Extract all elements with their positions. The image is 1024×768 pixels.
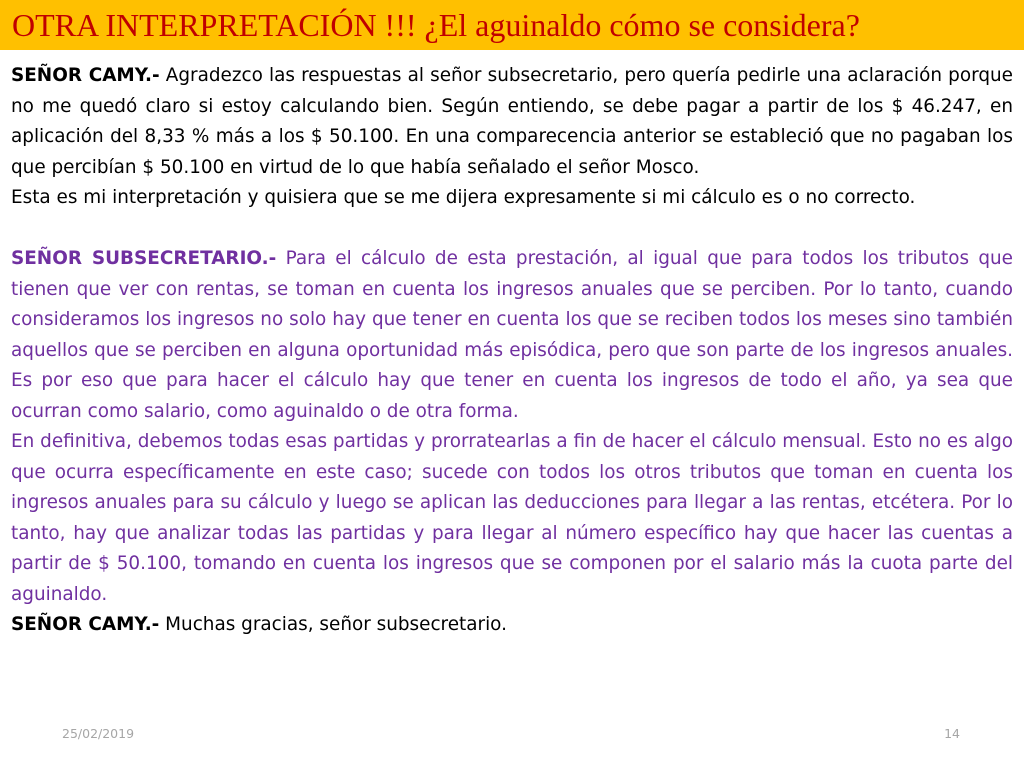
paragraph-spacer — [11, 214, 1013, 245]
paragraph-subsecretario-conclusion — [11, 427, 1013, 610]
title-bar — [0, 0, 1024, 50]
speaker-subsecretario: SEÑOR SUBSECRETARIO.- — [11, 248, 277, 269]
paragraph-text: Esta es mi interpretación y quisiera que se me dijera expresamente si mi cálculo es o no correcto. — [11, 187, 916, 208]
paragraph-text: Muchas gracias, señor subsecretario. — [159, 614, 507, 635]
paragraph-camy-question — [11, 61, 1013, 183]
speaker-camy: SEÑOR CAMY.- — [11, 65, 160, 86]
slide-body — [11, 61, 1013, 641]
paragraph-camy-thanks — [11, 610, 1013, 641]
paragraph-camy-interpretation — [11, 183, 1013, 214]
paragraph-subsecretario-answer — [11, 244, 1013, 427]
footer-date: 25/02/2019 — [62, 726, 135, 741]
speaker-camy: SEÑOR CAMY.- — [11, 614, 160, 635]
slide-title: OTRA INTERPRETACIÓN !!! ¿El aguinaldo cómo se considera? — [12, 7, 860, 43]
paragraph-text: Agradezco las respuestas al señor subsecretario, pero quería pedirle una aclaración porque no me quedó claro si estoy calculando bien. Según entiendo, se debe pagar a partir de los $ 46.247, en aplicación del 8,33 % más a los $ 50.100. En una comparecencia anterior se estableció que no pagaban los que percibían $ 50.100 en virtud de lo que había señalado el señor Mosco. — [11, 65, 1013, 178]
paragraph-text: Para el cálculo de esta prestación, al igual que para todos los tributos que tienen que ver con rentas, se toman en cuenta los ingresos anuales que se perciben. Por lo tanto, cuando consideramos los ingresos no solo hay que tener en cuenta los que se reciben todos los meses sino también aquellos que se perciben en alguna oportunidad más episódica, pero que son parte de los ingresos anuales. Es por eso que para hacer el cálculo hay que tener en cuenta los ingresos de todo el año, ya sea que ocurran como salario, como aguinaldo o de otra forma. — [11, 248, 1013, 422]
paragraph-text: En definitiva, debemos todas esas partidas y prorratearlas a fin de hacer el cálculo mensual. Esto no es algo que ocurra específicamente en este caso; sucede con todos los otros tributos que toman en cuenta los ingresos anuales para su cálculo y luego se aplican las deducciones para llegar a las rentas, etcétera. Por lo tanto, hay que analizar todas las partidas y para llegar al número específico hay que hacer las cuentas a partir de $ 50.100, tomando en cuenta los ingresos que se componen por el salario más la cuota parte del aguinaldo. — [11, 431, 1013, 605]
footer-page-number: 14 — [944, 726, 960, 741]
